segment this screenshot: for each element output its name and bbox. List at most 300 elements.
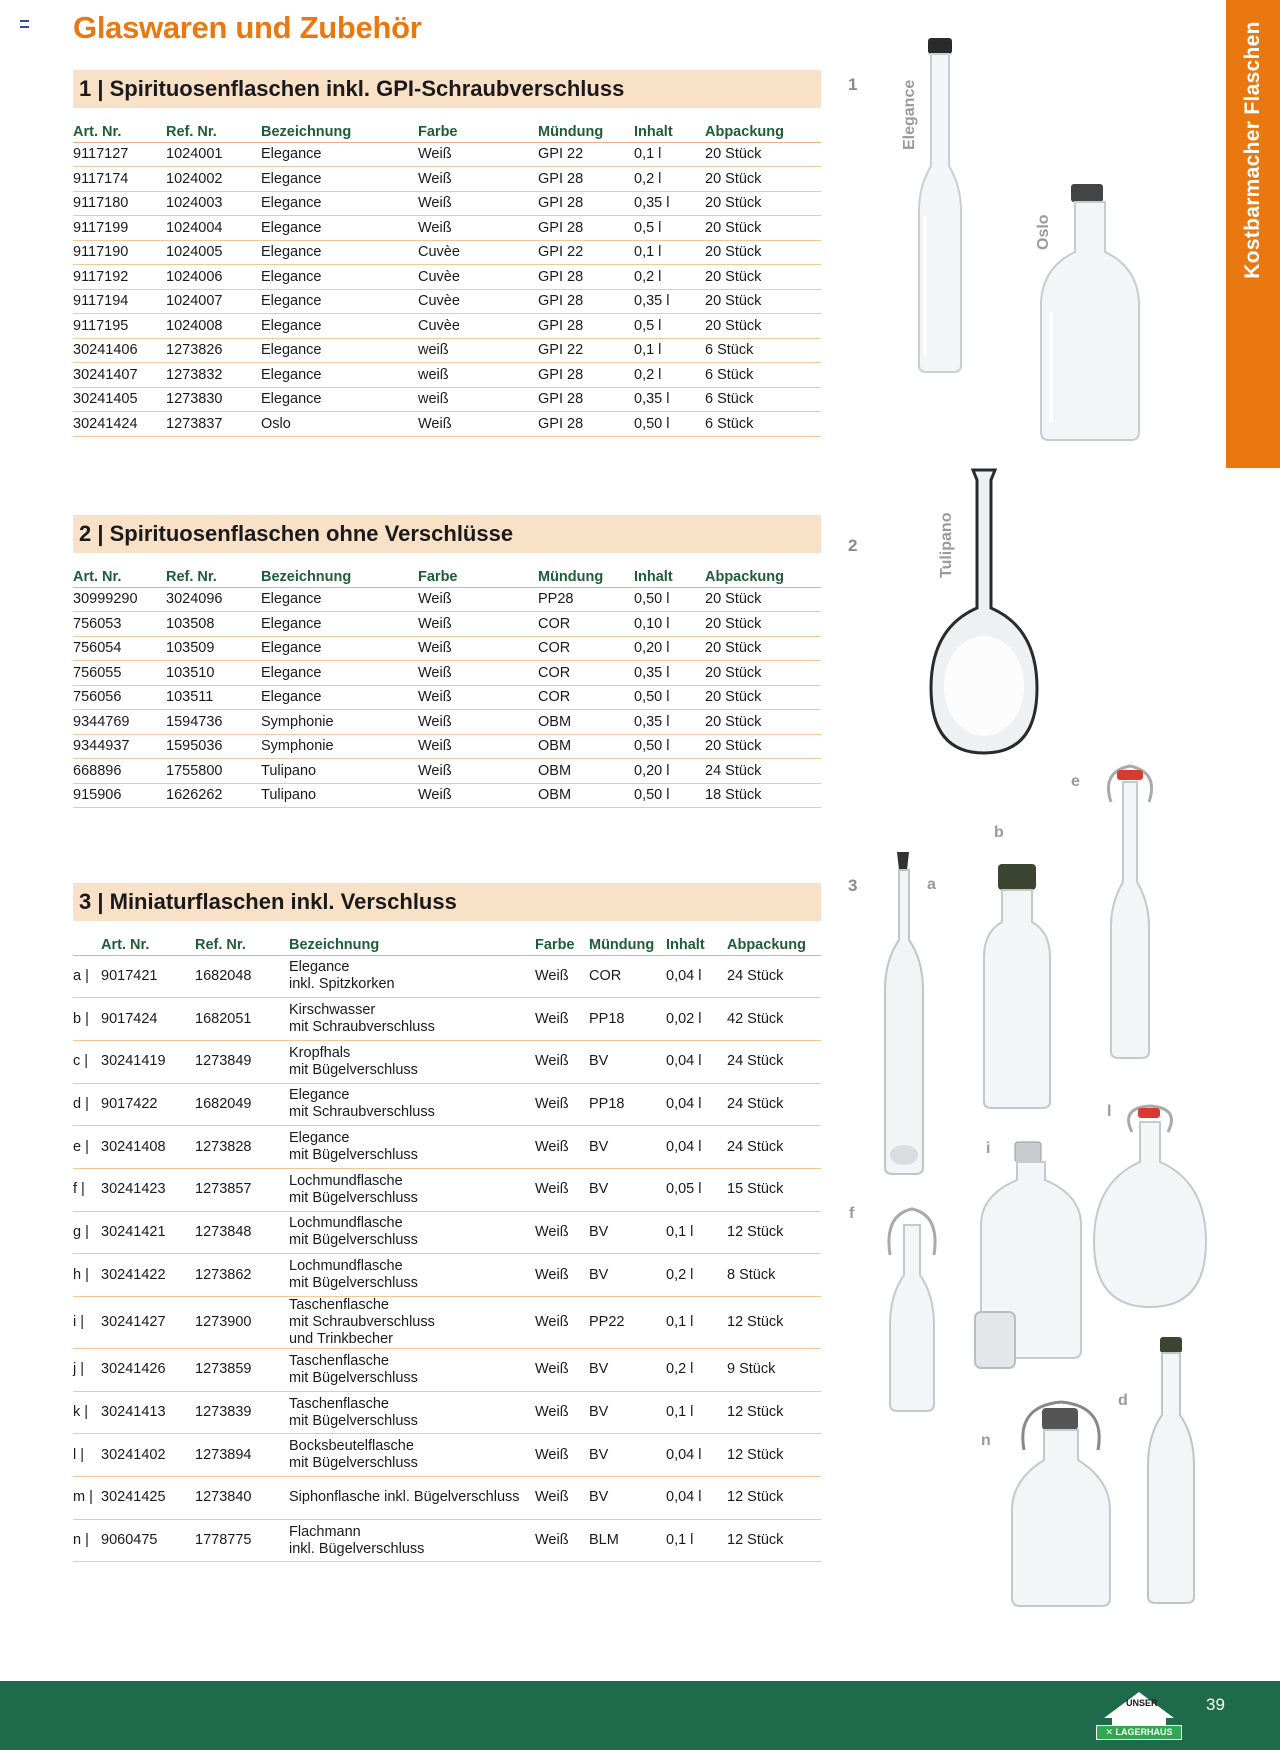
table-row [73,783,821,808]
table-cell: Weiß [535,1254,589,1297]
table-cell: Elegance [261,587,418,612]
table-row [73,661,821,686]
table-cell: 1024007 [166,289,261,314]
table-cell: Elegance [261,167,418,192]
table-cell: COR [538,636,634,661]
table-cell: Weiß [535,1519,589,1562]
table-cell: k | [73,1391,101,1434]
table-cell: 0,50 l [634,783,705,808]
table-cell: 0,1 l [634,338,705,363]
table-cell: 30241427 [101,1297,195,1349]
table-cell: Taschenflasche mit Bügelverschluss [289,1349,535,1392]
table-cell: 24 Stück [727,1126,821,1169]
table-cell: Weiß [535,1391,589,1434]
table-cell: GPI 28 [538,216,634,241]
table-cell: 3024096 [166,587,261,612]
table-cell: 1273840 [195,1477,289,1520]
table-cell: Weiß [418,412,538,437]
table-header-row [73,561,821,587]
table-row [73,142,821,167]
table-cell: Weiß [535,955,589,998]
table-cell: 0,04 l [666,1477,727,1520]
table-cell: 12 Stück [727,1391,821,1434]
table-cell: 1273900 [195,1297,289,1349]
table-cell: 103508 [166,612,261,637]
table-cell: 1024003 [166,191,261,216]
table-cell: 20 Stück [705,636,821,661]
table-cell: 20 Stück [705,191,821,216]
table-cell: 9117192 [73,265,166,290]
section-2-title: 2 | Spirituosenflaschen ohne Verschlüsse [73,515,821,553]
table-cell: GPI 22 [538,240,634,265]
table-cell: 12 Stück [727,1434,821,1477]
table-cell: 1273857 [195,1168,289,1211]
table-cell: 0,10 l [634,612,705,637]
bottle-d-image [1140,1335,1200,1605]
table-cell: 24 Stück [727,955,821,998]
table-cell: 20 Stück [705,612,821,637]
table-cell: Weiß [535,1211,589,1254]
column-header: Abpackung [705,561,821,587]
table-cell: 42 Stück [727,998,821,1041]
table-cell: 0,5 l [634,216,705,241]
table-cell: Weiß [418,216,538,241]
table-cell: GPI 28 [538,167,634,192]
section-3-table [73,929,821,1562]
table-cell: 9017422 [101,1083,195,1126]
table-cell: m | [73,1477,101,1520]
column-header [73,929,101,955]
page-title: Glaswaren und Zubehör [73,10,422,45]
table-header-row [73,929,821,955]
table-cell: 0,2 l [634,265,705,290]
table-cell: weiß [418,338,538,363]
table-cell: 30241421 [101,1211,195,1254]
table-cell: Weiß [535,1083,589,1126]
table-cell: 9117180 [73,191,166,216]
table-cell: 9344937 [73,734,166,759]
table-cell: 30241426 [101,1349,195,1392]
table-cell: 20 Stück [705,685,821,710]
table-cell: 12 Stück [727,1477,821,1520]
table-row [73,289,821,314]
table-cell: Tulipano [261,783,418,808]
table-cell: 9060475 [101,1519,195,1562]
column-header: Art. Nr. [73,116,166,142]
logo-text-top: UNSER [1126,1698,1158,1708]
table-cell: 0,35 l [634,661,705,686]
table-row [73,685,821,710]
table-cell: 12 Stück [727,1519,821,1562]
table-cell: n | [73,1519,101,1562]
table-cell: Weiß [535,1477,589,1520]
table-cell: 20 Stück [705,265,821,290]
table-cell: 103510 [166,661,261,686]
column-header: Mündung [589,929,666,955]
table-cell: 1594736 [166,710,261,735]
flag-icon [20,20,29,27]
table-cell: 20 Stück [705,289,821,314]
table-cell: 0,1 l [666,1519,727,1562]
column-header: Ref. Nr. [166,561,261,587]
table-cell: 0,50 l [634,734,705,759]
table-cell: 0,5 l [634,314,705,339]
table-cell: Elegance [261,387,418,412]
table-cell: 0,2 l [634,363,705,388]
table-cell: c | [73,1040,101,1083]
table-cell: 0,20 l [634,759,705,784]
table-cell: OBM [538,783,634,808]
table-cell: 6 Stück [705,363,821,388]
table-cell: Elegance [261,289,418,314]
table-cell: 30241405 [73,387,166,412]
table-cell: Weiß [418,734,538,759]
table-cell: 9117190 [73,240,166,265]
table-cell: j | [73,1349,101,1392]
table-cell: PP18 [589,1083,666,1126]
table-cell: BV [589,1126,666,1169]
table-cell: 0,1 l [666,1297,727,1349]
table-cell: Cuvèe [418,240,538,265]
table-cell: Weiß [418,685,538,710]
table-row [73,1254,821,1297]
page-number: 39 [1206,1695,1225,1714]
figure-number-1: 1 [848,75,858,94]
table-cell: 0,05 l [666,1168,727,1211]
table-cell: e | [73,1126,101,1169]
table-cell: Elegance [261,216,418,241]
table-cell: 915906 [73,783,166,808]
table-cell: 1682049 [195,1083,289,1126]
table-row [73,734,821,759]
table-cell: 0,04 l [666,1434,727,1477]
table-cell: 0,2 l [666,1254,727,1297]
table-cell: 1273848 [195,1211,289,1254]
table-cell: 1626262 [166,783,261,808]
table-cell: 20 Stück [705,142,821,167]
table-cell: Elegance [261,142,418,167]
table-cell: Flachmann inkl. Bügelverschluss [289,1519,535,1562]
table-cell: 0,1 l [634,142,705,167]
elegance-bottle-image [905,36,965,376]
bottle-f-image [882,1205,942,1415]
table-cell: f | [73,1168,101,1211]
table-cell: 756053 [73,612,166,637]
table-cell: Bocksbeutelflasche mit Bügelverschluss [289,1434,535,1477]
table-row [73,1297,821,1349]
table-cell: Elegance inkl. Spitzkorken [289,955,535,998]
table-cell: Lochmundflasche mit Bügelverschluss [289,1211,535,1254]
table-cell: 756056 [73,685,166,710]
table-row [73,216,821,241]
table-cell: 9 Stück [727,1349,821,1392]
table-cell: Weiß [418,142,538,167]
table-cell: 1755800 [166,759,261,784]
column-header: Farbe [535,929,589,955]
table-cell: i | [73,1297,101,1349]
column-header: Farbe [418,116,538,142]
table-cell: BV [589,1349,666,1392]
table-cell: 1273826 [166,338,261,363]
table-cell: 0,04 l [666,1126,727,1169]
column-header: Art. Nr. [101,929,195,955]
table-cell: Symphonie [261,734,418,759]
table-cell: 0,02 l [666,998,727,1041]
table-cell: d | [73,1083,101,1126]
table-cell: Weiß [535,1297,589,1349]
table-cell: BLM [589,1519,666,1562]
table-cell: Lochmundflasche mit Bügelverschluss [289,1254,535,1297]
section-1-table [73,116,821,437]
figure-number-2: 2 [848,536,858,555]
section-2 [73,515,821,808]
table-cell: Cuvèe [418,265,538,290]
table-cell: Weiß [535,1349,589,1392]
section-3 [73,883,821,1562]
table-cell: Siphonflasche inkl. Bügelverschluss [289,1477,535,1520]
table-cell: 30241424 [73,412,166,437]
table-cell: 0,2 l [634,167,705,192]
table-cell: COR [538,685,634,710]
table-row [73,759,821,784]
table-cell: 756055 [73,661,166,686]
table-cell: Elegance [261,338,418,363]
table-cell: BV [589,1477,666,1520]
column-header: Bezeichnung [289,929,535,955]
table-cell: 6 Stück [705,338,821,363]
table-cell: 0,50 l [634,685,705,710]
oslo-bottle-image [1035,182,1145,444]
table-cell: 1273839 [195,1391,289,1434]
table-cell: GPI 28 [538,191,634,216]
column-header: Inhalt [634,561,705,587]
table-cell: 1273862 [195,1254,289,1297]
column-header: Abpackung [705,116,821,142]
table-cell: 20 Stück [705,661,821,686]
column-header: Mündung [538,116,634,142]
table-cell: 0,04 l [666,1083,727,1126]
table-cell: 1024004 [166,216,261,241]
table-cell: 20 Stück [705,167,821,192]
table-row [73,1126,821,1169]
table-cell: 20 Stück [705,734,821,759]
table-row [73,1168,821,1211]
letter-b: b [994,824,1004,841]
table-cell: 0,20 l [634,636,705,661]
table-cell: 0,04 l [666,1040,727,1083]
table-cell: Weiß [535,998,589,1041]
table-cell: 20 Stück [705,710,821,735]
table-cell: GPI 28 [538,289,634,314]
table-cell: Symphonie [261,710,418,735]
table-cell: 24 Stück [727,1040,821,1083]
table-cell: Weiß [418,167,538,192]
table-row [73,265,821,290]
table-row [73,363,821,388]
column-header: Art. Nr. [73,561,166,587]
table-cell: 30241407 [73,363,166,388]
table-cell: 1024006 [166,265,261,290]
table-cell: 6 Stück [705,412,821,437]
footer-bar [0,1681,1280,1750]
table-row [73,191,821,216]
table-cell: 103509 [166,636,261,661]
table-cell: Elegance [261,191,418,216]
table-row [73,387,821,412]
table-cell: Cuvèe [418,289,538,314]
table-header-row [73,116,821,142]
table-cell: 30999290 [73,587,166,612]
table-cell: Elegance mit Schraubverschluss [289,1083,535,1126]
table-cell: 30241408 [101,1126,195,1169]
table-cell: GPI 28 [538,387,634,412]
table-cell: PP28 [538,587,634,612]
table-cell: Weiß [418,612,538,637]
table-cell: Elegance [261,314,418,339]
table-cell: 20 Stück [705,240,821,265]
section-3-title: 3 | Miniaturflaschen inkl. Verschluss [73,883,821,921]
table-cell: Weiß [535,1168,589,1211]
table-cell: BV [589,1391,666,1434]
table-cell: a | [73,955,101,998]
table-cell: 0,1 l [634,240,705,265]
table-cell: BV [589,1434,666,1477]
table-cell: 20 Stück [705,314,821,339]
table-cell: Elegance [261,363,418,388]
table-row [73,998,821,1041]
table-cell: 1778775 [195,1519,289,1562]
table-cell: 1273894 [195,1434,289,1477]
table-cell: 6 Stück [705,387,821,412]
table-cell: 9117199 [73,216,166,241]
table-row [73,1211,821,1254]
table-cell: BV [589,1168,666,1211]
column-header: Bezeichnung [261,561,418,587]
table-cell: 1273837 [166,412,261,437]
table-cell: 9344769 [73,710,166,735]
table-cell: 0,35 l [634,191,705,216]
table-cell: 1273849 [195,1040,289,1083]
table-cell: Taschenflasche mit Bügelverschluss [289,1391,535,1434]
section-1 [73,70,821,437]
table-cell: BV [589,1211,666,1254]
table-cell: Oslo [261,412,418,437]
figure-number-3: 3 [848,876,858,895]
table-cell: Elegance mit Bügelverschluss [289,1126,535,1169]
table-cell: BV [589,1254,666,1297]
table-cell: Elegance [261,636,418,661]
table-cell: 9017421 [101,955,195,998]
table-cell: GPI 28 [538,265,634,290]
table-cell: 0,35 l [634,387,705,412]
table-cell: Cuvèe [418,314,538,339]
table-cell: 0,35 l [634,289,705,314]
section-1-title: 1 | Spirituosenflaschen inkl. GPI-Schraubverschluss [73,70,821,108]
table-row [73,1083,821,1126]
table-cell: Weiß [535,1126,589,1169]
table-cell: GPI 22 [538,338,634,363]
logo-text-bottom: ✕ LAGERHAUS [1096,1725,1182,1740]
table-row [73,636,821,661]
table-row [73,1434,821,1477]
letter-i: i [986,1140,991,1157]
table-cell: 0,50 l [634,412,705,437]
table-cell: OBM [538,734,634,759]
lagerhaus-logo [1096,1690,1182,1750]
table-cell: OBM [538,710,634,735]
table-row [73,1519,821,1562]
letter-f: f [849,1205,855,1222]
table-cell: Weiß [535,1040,589,1083]
table-cell: 756054 [73,636,166,661]
table-cell: 1024005 [166,240,261,265]
table-cell: Elegance [261,661,418,686]
table-cell: 9017424 [101,998,195,1041]
tulipano-bottle-image [925,468,1043,758]
table-cell: 0,35 l [634,710,705,735]
table-cell: 103511 [166,685,261,710]
bottle-l-image [1090,1102,1212,1312]
table-cell: 30241422 [101,1254,195,1297]
table-cell: Tulipano [261,759,418,784]
table-cell: GPI 28 [538,363,634,388]
table-row [73,1349,821,1392]
table-cell: GPI 28 [538,412,634,437]
table-cell: Weiß [418,759,538,784]
table-cell: COR [538,612,634,637]
column-header: Farbe [418,561,538,587]
table-row [73,338,821,363]
table-cell: 1273830 [166,387,261,412]
table-cell: GPI 22 [538,142,634,167]
label-elegance: Elegance [901,79,918,150]
table-cell: Weiß [418,783,538,808]
table-row [73,1040,821,1083]
table-cell: 12 Stück [727,1297,821,1349]
table-cell: 30241423 [101,1168,195,1211]
table-cell: Weiß [418,661,538,686]
bottle-i-image [975,1140,1087,1390]
table-cell: 9117195 [73,314,166,339]
letter-l: l [1107,1103,1112,1120]
table-cell: 30241425 [101,1477,195,1520]
column-header: Ref. Nr. [195,929,289,955]
table-row [73,955,821,998]
table-cell: 0,1 l [666,1211,727,1254]
table-cell: Elegance [261,240,418,265]
table-cell: 18 Stück [705,783,821,808]
table-cell: COR [589,955,666,998]
table-cell: l | [73,1434,101,1477]
table-cell: GPI 28 [538,314,634,339]
table-cell: weiß [418,363,538,388]
letter-a: a [927,876,936,893]
table-row [73,710,821,735]
letter-n: n [981,1432,991,1449]
table-cell: g | [73,1211,101,1254]
table-cell: 12 Stück [727,1211,821,1254]
table-row [73,314,821,339]
table-cell: Kirschwasser mit Schraubverschluss [289,998,535,1041]
table-cell: Weiß [418,710,538,735]
table-cell: 0,50 l [634,587,705,612]
table-cell: b | [73,998,101,1041]
table-cell: Taschenflasche mit Schraubverschluss und Trinkbecher [289,1297,535,1349]
column-header: Abpackung [727,929,821,955]
bottle-a-image [875,850,935,1180]
table-cell: 1024008 [166,314,261,339]
table-cell: 1595036 [166,734,261,759]
